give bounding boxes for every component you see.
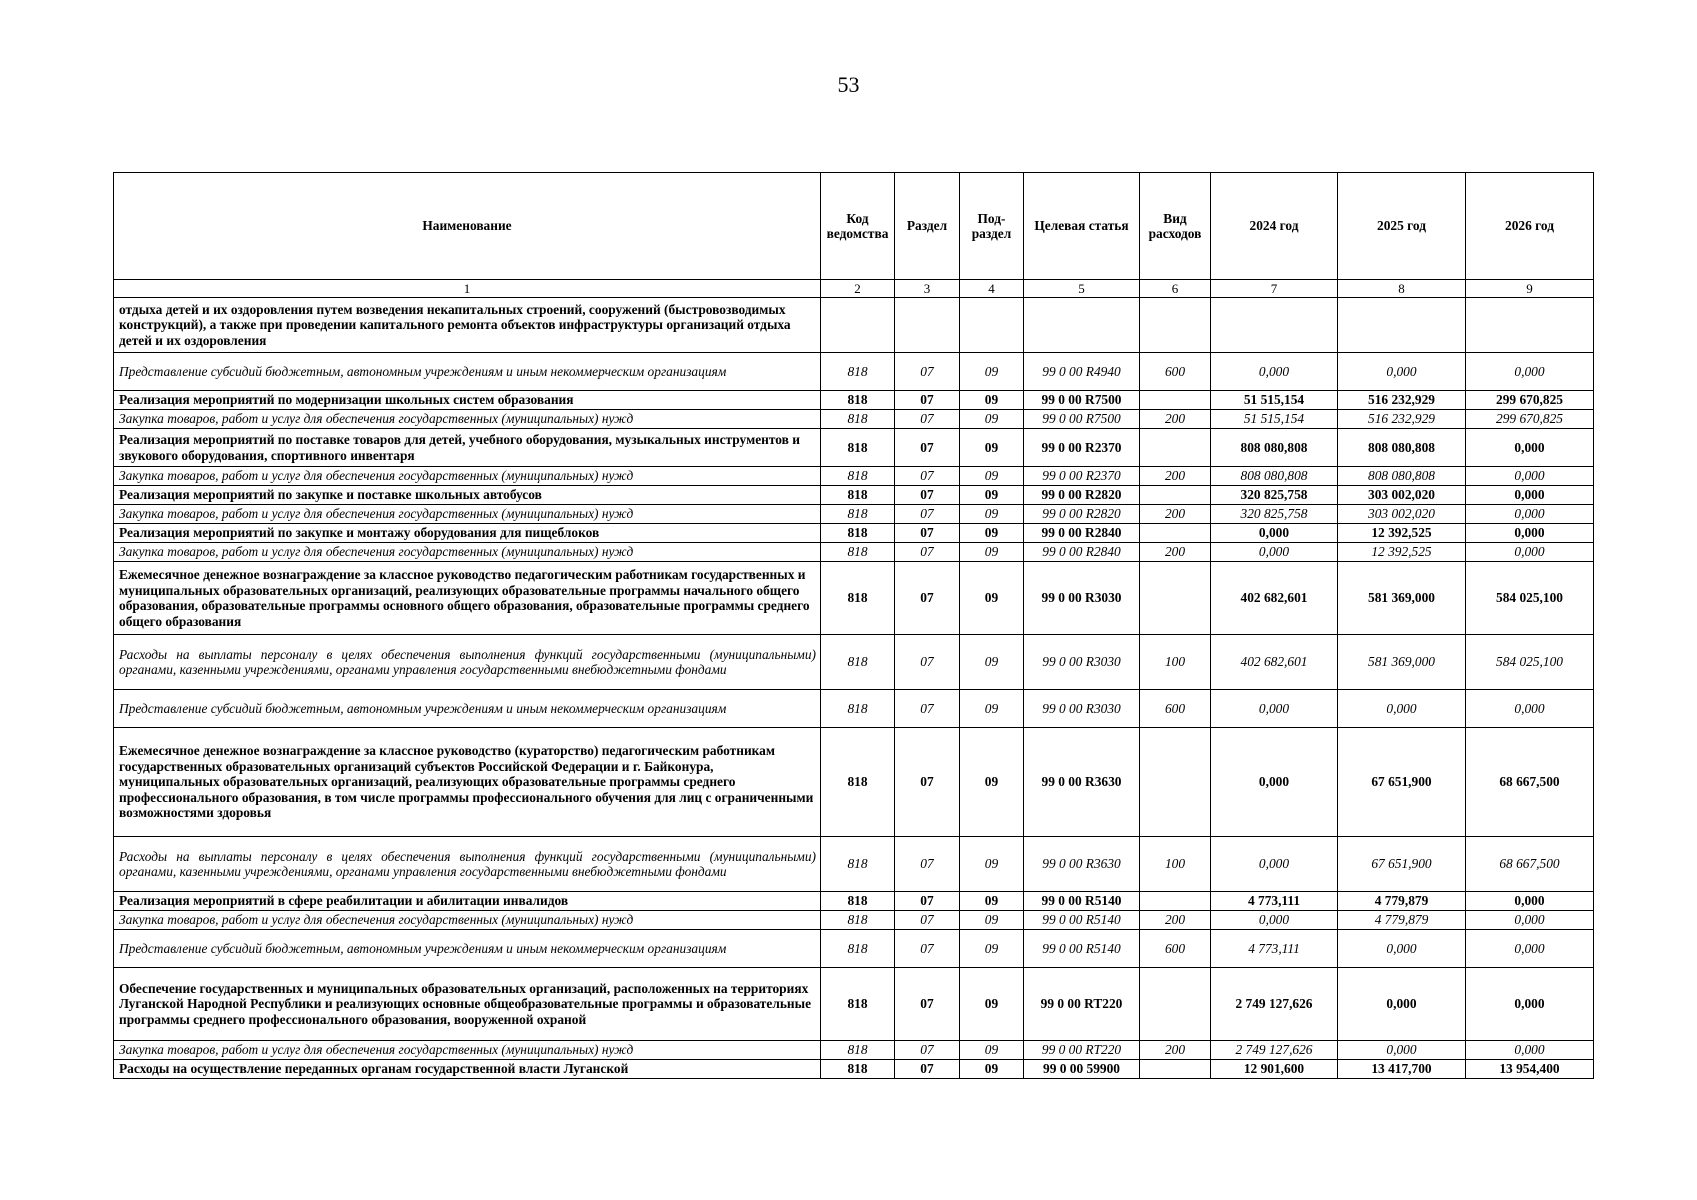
cell-amount-2025: 808 080,808: [1338, 467, 1466, 486]
cell-amount-2024: 2 749 127,626: [1211, 1041, 1338, 1060]
column-number: 7: [1211, 280, 1338, 298]
table-row: [114, 930, 1594, 968]
cell-expense-type: [1140, 298, 1211, 353]
table-row: [114, 543, 1594, 562]
cell-section: 07: [895, 562, 960, 635]
cell-section: 07: [895, 524, 960, 543]
table-row: [114, 837, 1594, 892]
cell-ministry-code: 818: [821, 635, 895, 690]
cell-target-article: 99 0 00 R5140: [1024, 911, 1140, 930]
header-row: [114, 173, 1594, 280]
header-section: Раздел: [895, 173, 960, 280]
cell-amount-2024: 320 825,758: [1211, 505, 1338, 524]
cell-amount-2025: 4 779,879: [1338, 892, 1466, 911]
cell-amount-2024: 402 682,601: [1211, 635, 1338, 690]
column-number-row: [114, 280, 1594, 298]
cell-section: 07: [895, 837, 960, 892]
cell-ministry-code: 818: [821, 911, 895, 930]
cell-ministry-code: 818: [821, 1060, 895, 1079]
cell-amount-2025: 516 232,929: [1338, 391, 1466, 410]
cell-name: Ежемесячное денежное вознаграждение за классное руководство педагогическим работникам государственных и муниципальных образовательных организаций, реализующих образовательные программы начального общего образования, образовательные программы основного общего образования, образовательные программы среднего общего образования: [114, 562, 821, 635]
cell-section: 07: [895, 410, 960, 429]
cell-name: Реализация мероприятий в сфере реабилитации и абилитации инвалидов: [114, 892, 821, 911]
cell-name: Реализация мероприятий по модернизации школьных систем образования: [114, 391, 821, 410]
table-row: [114, 505, 1594, 524]
cell-target-article: 99 0 00 R5140: [1024, 892, 1140, 911]
cell-name: Расходы на выплаты персоналу в целях обеспечения выполнения функций государственными (муниципальными) органами, казенными учреждениями, органами управления государственными внебюджетными фондами: [114, 635, 821, 690]
cell-amount-2025: 12 392,525: [1338, 524, 1466, 543]
cell-section: 07: [895, 429, 960, 467]
cell-target-article: 99 0 00 R3630: [1024, 728, 1140, 837]
cell-name: Ежемесячное денежное вознаграждение за классное руководство (кураторство) педагогическим работникам государственных образовательных организаций субъектов Российской Федерации и г. Байконура, муниципальных образовательных организаций, реализующих образовательные программы среднего профессионального образования, в том числе программы профессионального обучения для лиц с ограниченными возможностями здоровья: [114, 728, 821, 837]
cell-section: 07: [895, 505, 960, 524]
cell-section: 07: [895, 1041, 960, 1060]
cell-amount-2025: 0,000: [1338, 353, 1466, 391]
budget-table: [113, 172, 1594, 1079]
cell-ministry-code: 818: [821, 486, 895, 505]
cell-amount-2025: 303 002,020: [1338, 486, 1466, 505]
cell-amount-2026: 299 670,825: [1466, 391, 1594, 410]
cell-subsection: 09: [960, 837, 1024, 892]
cell-expense-type: [1140, 524, 1211, 543]
cell-amount-2024: 320 825,758: [1211, 486, 1338, 505]
cell-name: Представление субсидий бюджетным, автономным учреждениям и иным некоммерческим организациям: [114, 930, 821, 968]
cell-amount-2024: 0,000: [1211, 543, 1338, 562]
cell-target-article: 99 0 00 R2820: [1024, 486, 1140, 505]
cell-name: Обеспечение государственных и муниципальных образовательных организаций, расположенных на территориях Луганской Народной Республики и реализующих основные общеобразовательные программы и образовательные программы среднего профессионального образования, вооруженной охраной: [114, 968, 821, 1041]
header-2025: 2025 год: [1338, 173, 1466, 280]
header-ministry: Код ведомства: [821, 173, 895, 280]
table-row: [114, 410, 1594, 429]
table-row: [114, 562, 1594, 635]
cell-subsection: 09: [960, 635, 1024, 690]
cell-amount-2024: 4 773,111: [1211, 892, 1338, 911]
cell-amount-2026: 0,000: [1466, 968, 1594, 1041]
cell-amount-2024: 0,000: [1211, 690, 1338, 728]
cell-amount-2024: 0,000: [1211, 837, 1338, 892]
cell-ministry-code: 818: [821, 467, 895, 486]
cell-amount-2025: 516 232,929: [1338, 410, 1466, 429]
cell-amount-2026: 13 954,400: [1466, 1060, 1594, 1079]
column-number: 1: [114, 280, 821, 298]
cell-amount-2025: [1338, 298, 1466, 353]
table-row: [114, 486, 1594, 505]
cell-amount-2026: 0,000: [1466, 543, 1594, 562]
cell-expense-type: [1140, 429, 1211, 467]
cell-ministry-code: 818: [821, 543, 895, 562]
cell-expense-type: [1140, 1060, 1211, 1079]
cell-name: Закупка товаров, работ и услуг для обеспечения государственных (муниципальных) нужд: [114, 543, 821, 562]
cell-amount-2024: 0,000: [1211, 353, 1338, 391]
cell-target-article: 99 0 00 R7500: [1024, 391, 1140, 410]
cell-subsection: 09: [960, 968, 1024, 1041]
column-number: 4: [960, 280, 1024, 298]
cell-target-article: 99 0 00 R2840: [1024, 543, 1140, 562]
cell-name: Закупка товаров, работ и услуг для обеспечения государственных (муниципальных) нужд: [114, 505, 821, 524]
table-row: [114, 353, 1594, 391]
cell-subsection: 09: [960, 911, 1024, 930]
table-row: [114, 968, 1594, 1041]
cell-amount-2026: 0,000: [1466, 524, 1594, 543]
cell-ministry-code: 818: [821, 690, 895, 728]
cell-amount-2026: 0,000: [1466, 486, 1594, 505]
cell-target-article: 99 0 00 R2370: [1024, 467, 1140, 486]
cell-amount-2026: 0,000: [1466, 1041, 1594, 1060]
cell-section: 07: [895, 930, 960, 968]
column-number: 5: [1024, 280, 1140, 298]
cell-amount-2025: 13 417,700: [1338, 1060, 1466, 1079]
cell-amount-2025: 0,000: [1338, 690, 1466, 728]
cell-amount-2026: 584 025,100: [1466, 562, 1594, 635]
table-row: [114, 1041, 1594, 1060]
cell-expense-type: [1140, 562, 1211, 635]
cell-target-article: 99 0 00 RT220: [1024, 1041, 1140, 1060]
cell-name: Закупка товаров, работ и услуг для обеспечения государственных (муниципальных) нужд: [114, 911, 821, 930]
cell-name: Расходы на осуществление переданных органам государственной власти Луганской: [114, 1060, 821, 1079]
cell-target-article: 99 0 00 R3030: [1024, 635, 1140, 690]
cell-section: 07: [895, 353, 960, 391]
cell-subsection: 09: [960, 391, 1024, 410]
cell-amount-2026: 0,000: [1466, 505, 1594, 524]
cell-subsection: 09: [960, 429, 1024, 467]
cell-section: 07: [895, 467, 960, 486]
cell-subsection: 09: [960, 505, 1024, 524]
cell-amount-2026: 0,000: [1466, 467, 1594, 486]
cell-name: Реализация мероприятий по закупке и поставке школьных автобусов: [114, 486, 821, 505]
cell-section: 07: [895, 892, 960, 911]
column-number: 9: [1466, 280, 1594, 298]
cell-name: Закупка товаров, работ и услуг для обеспечения государственных (муниципальных) нужд: [114, 410, 821, 429]
cell-ministry-code: 818: [821, 930, 895, 968]
header-target: Целевая статья: [1024, 173, 1140, 280]
table-row: [114, 690, 1594, 728]
cell-amount-2024: 0,000: [1211, 524, 1338, 543]
cell-amount-2024: 51 515,154: [1211, 391, 1338, 410]
cell-subsection: 09: [960, 543, 1024, 562]
cell-ministry-code: 818: [821, 1041, 895, 1060]
cell-target-article: 99 0 00 R2370: [1024, 429, 1140, 467]
table-row: [114, 429, 1594, 467]
table-row: [114, 728, 1594, 837]
cell-expense-type: [1140, 391, 1211, 410]
cell-name: Закупка товаров, работ и услуг для обеспечения государственных (муниципальных) нужд: [114, 467, 821, 486]
cell-name: Представление субсидий бюджетным, автономным учреждениям и иным некоммерческим организациям: [114, 353, 821, 391]
cell-subsection: 09: [960, 690, 1024, 728]
cell-amount-2025: 808 080,808: [1338, 429, 1466, 467]
table-row: [114, 635, 1594, 690]
cell-expense-type: 100: [1140, 837, 1211, 892]
cell-target-article: 99 0 00 R7500: [1024, 410, 1140, 429]
page-number: 53: [837, 72, 860, 97]
cell-amount-2026: 0,000: [1466, 892, 1594, 911]
cell-amount-2025: 67 651,900: [1338, 837, 1466, 892]
cell-amount-2026: 0,000: [1466, 930, 1594, 968]
cell-name: Представление субсидий бюджетным, автономным учреждениям и иным некоммерческим организациям: [114, 690, 821, 728]
cell-amount-2025: 12 392,525: [1338, 543, 1466, 562]
cell-amount-2026: 584 025,100: [1466, 635, 1594, 690]
cell-target-article: [1024, 298, 1140, 353]
header-subsection: Под- раздел: [960, 173, 1024, 280]
cell-subsection: 09: [960, 728, 1024, 837]
cell-section: 07: [895, 1060, 960, 1079]
cell-expense-type: [1140, 486, 1211, 505]
cell-section: 07: [895, 391, 960, 410]
cell-subsection: 09: [960, 353, 1024, 391]
cell-subsection: 09: [960, 1060, 1024, 1079]
cell-expense-type: [1140, 892, 1211, 911]
cell-subsection: 09: [960, 467, 1024, 486]
cell-subsection: 09: [960, 1041, 1024, 1060]
cell-section: 07: [895, 968, 960, 1041]
cell-amount-2024: 0,000: [1211, 728, 1338, 837]
table-row: [114, 524, 1594, 543]
cell-subsection: 09: [960, 562, 1024, 635]
cell-ministry-code: 818: [821, 391, 895, 410]
cell-expense-type: 600: [1140, 690, 1211, 728]
cell-subsection: 09: [960, 486, 1024, 505]
cell-amount-2026: 0,000: [1466, 429, 1594, 467]
cell-amount-2026: 68 667,500: [1466, 728, 1594, 837]
cell-expense-type: 600: [1140, 930, 1211, 968]
cell-expense-type: 200: [1140, 543, 1211, 562]
cell-ministry-code: 818: [821, 968, 895, 1041]
cell-amount-2026: 68 667,500: [1466, 837, 1594, 892]
cell-amount-2026: 0,000: [1466, 690, 1594, 728]
cell-expense-type: 600: [1140, 353, 1211, 391]
cell-amount-2025: 0,000: [1338, 1041, 1466, 1060]
cell-subsection: 09: [960, 524, 1024, 543]
cell-section: 07: [895, 690, 960, 728]
cell-amount-2025: 581 369,000: [1338, 635, 1466, 690]
cell-amount-2024: 808 080,808: [1211, 467, 1338, 486]
cell-ministry-code: 818: [821, 837, 895, 892]
cell-target-article: 99 0 00 R3030: [1024, 562, 1140, 635]
cell-target-article: 99 0 00 R4940: [1024, 353, 1140, 391]
cell-amount-2025: 4 779,879: [1338, 911, 1466, 930]
cell-ministry-code: 818: [821, 410, 895, 429]
cell-amount-2025: 581 369,000: [1338, 562, 1466, 635]
table-row: [114, 391, 1594, 410]
cell-subsection: 09: [960, 930, 1024, 968]
cell-ministry-code: 818: [821, 524, 895, 543]
cell-amount-2024: 0,000: [1211, 911, 1338, 930]
cell-section: 07: [895, 486, 960, 505]
column-number: 3: [895, 280, 960, 298]
cell-ministry-code: 818: [821, 353, 895, 391]
cell-amount-2026: 0,000: [1466, 353, 1594, 391]
cell-amount-2024: 808 080,808: [1211, 429, 1338, 467]
cell-expense-type: 200: [1140, 467, 1211, 486]
column-number: 8: [1338, 280, 1466, 298]
cell-expense-type: 200: [1140, 410, 1211, 429]
cell-name: Реализация мероприятий по закупке и монтажу оборудования для пищеблоков: [114, 524, 821, 543]
cell-amount-2024: 4 773,111: [1211, 930, 1338, 968]
cell-amount-2024: [1211, 298, 1338, 353]
cell-name: Реализация мероприятий по поставке товаров для детей, учебного оборудования, музыкальных инструментов и звукового оборудования, спортивного инвентаря: [114, 429, 821, 467]
table-row: [114, 1060, 1594, 1079]
cell-subsection: 09: [960, 410, 1024, 429]
table-row: [114, 298, 1594, 353]
cell-expense-type: 200: [1140, 1041, 1211, 1060]
cell-expense-type: 200: [1140, 911, 1211, 930]
cell-section: 07: [895, 911, 960, 930]
cell-ministry-code: 818: [821, 728, 895, 837]
cell-name: отдыха детей и их оздоровления путем возведения некапитальных строений, сооружений (быстровозводимых конструкций), а также при проведении капитального ремонта объектов инфраструктуры организаций отдыха детей и их оздоровления: [114, 298, 821, 353]
cell-amount-2024: 12 901,600: [1211, 1060, 1338, 1079]
cell-ministry-code: 818: [821, 505, 895, 524]
header-2024: 2024 год: [1211, 173, 1338, 280]
header-name: Наименование: [114, 173, 821, 280]
cell-ministry-code: 818: [821, 892, 895, 911]
cell-amount-2025: 0,000: [1338, 930, 1466, 968]
cell-amount-2025: 303 002,020: [1338, 505, 1466, 524]
cell-section: 07: [895, 635, 960, 690]
header-2026: 2026 год: [1466, 173, 1594, 280]
cell-amount-2024: 2 749 127,626: [1211, 968, 1338, 1041]
cell-amount-2024: 51 515,154: [1211, 410, 1338, 429]
cell-expense-type: 100: [1140, 635, 1211, 690]
cell-expense-type: [1140, 968, 1211, 1041]
cell-target-article: 99 0 00 RT220: [1024, 968, 1140, 1041]
cell-target-article: 99 0 00 R2820: [1024, 505, 1140, 524]
cell-ministry-code: [821, 298, 895, 353]
cell-target-article: 99 0 00 59900: [1024, 1060, 1140, 1079]
cell-amount-2026: 299 670,825: [1466, 410, 1594, 429]
table-row: [114, 911, 1594, 930]
cell-amount-2025: 67 651,900: [1338, 728, 1466, 837]
header-expense-type: Вид расходов: [1140, 173, 1211, 280]
cell-target-article: 99 0 00 R2840: [1024, 524, 1140, 543]
cell-section: [895, 298, 960, 353]
cell-amount-2026: 0,000: [1466, 911, 1594, 930]
cell-name: Расходы на выплаты персоналу в целях обеспечения выполнения функций государственными (муниципальными) органами, казенными учреждениями, органами управления государственными внебюджетными фондами: [114, 837, 821, 892]
cell-subsection: 09: [960, 892, 1024, 911]
cell-target-article: 99 0 00 R3630: [1024, 837, 1140, 892]
cell-ministry-code: 818: [821, 562, 895, 635]
table-body: [114, 298, 1594, 1079]
cell-ministry-code: 818: [821, 429, 895, 467]
table-row: [114, 892, 1594, 911]
cell-amount-2026: [1466, 298, 1594, 353]
cell-section: 07: [895, 728, 960, 837]
cell-amount-2024: 402 682,601: [1211, 562, 1338, 635]
cell-name: Закупка товаров, работ и услуг для обеспечения государственных (муниципальных) нужд: [114, 1041, 821, 1060]
cell-expense-type: 200: [1140, 505, 1211, 524]
cell-section: 07: [895, 543, 960, 562]
cell-amount-2025: 0,000: [1338, 968, 1466, 1041]
table-row: [114, 467, 1594, 486]
column-number: 2: [821, 280, 895, 298]
cell-target-article: 99 0 00 R3030: [1024, 690, 1140, 728]
cell-subsection: [960, 298, 1024, 353]
cell-expense-type: [1140, 728, 1211, 837]
cell-target-article: 99 0 00 R5140: [1024, 930, 1140, 968]
column-number: 6: [1140, 280, 1211, 298]
